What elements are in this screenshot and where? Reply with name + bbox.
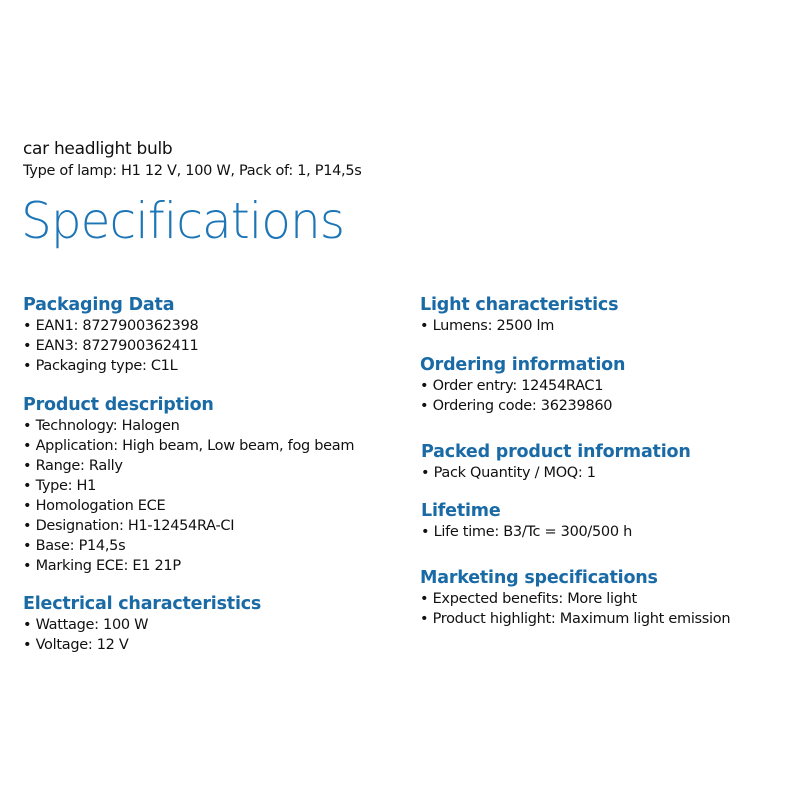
section-heading: Packaging Data bbox=[23, 295, 175, 315]
list-item: • Marking ECE: E1 21P bbox=[23, 556, 354, 576]
section-marketing-specifications bbox=[420, 567, 730, 629]
list-item: • Wattage: 100 W bbox=[23, 615, 261, 635]
section-packaging-data bbox=[23, 294, 198, 376]
list-item: • Lumens: 2500 lm bbox=[420, 316, 618, 336]
list-item: • Technology: Halogen bbox=[23, 416, 354, 436]
page-title: Specifications bbox=[21, 192, 345, 250]
list-item: • Product highlight: Maximum light emission bbox=[420, 609, 730, 629]
list-item: • EAN1: 8727900362398 bbox=[23, 316, 198, 336]
section-lifetime bbox=[421, 500, 632, 542]
section-ordering-information bbox=[420, 354, 625, 416]
section-product-description bbox=[23, 394, 354, 576]
section-heading: Marketing specifications bbox=[420, 568, 658, 588]
section-heading: Packed product information bbox=[421, 442, 691, 462]
section-heading: Electrical characteristics bbox=[23, 594, 262, 614]
list-item: • Expected benefits: More light bbox=[420, 589, 730, 609]
list-item: • Homologation ECE bbox=[23, 496, 354, 516]
list-item: • Voltage: 12 V bbox=[23, 635, 261, 655]
list-item: • Packaging type: C1L bbox=[23, 356, 198, 376]
section-heading: Ordering information bbox=[420, 355, 626, 375]
list-item: • Type: H1 bbox=[23, 476, 354, 496]
section-packed-product-information bbox=[421, 441, 691, 483]
list-item: • Application: High beam, Low beam, fog beam bbox=[23, 436, 354, 456]
list-item: • Life time: B3/Tc = 300/500 h bbox=[421, 522, 632, 542]
section-heading: Lifetime bbox=[421, 501, 501, 521]
list-item: • Order entry: 12454RAC1 bbox=[420, 376, 625, 396]
list-item: • EAN3: 8727900362411 bbox=[23, 336, 198, 356]
section-light-characteristics bbox=[420, 294, 618, 336]
section-electrical-characteristics bbox=[23, 593, 261, 655]
lamp-type: Type of lamp: H1 12 V, 100 W, Pack of: 1, P14,5s bbox=[23, 163, 362, 179]
list-item: • Pack Quantity / MOQ: 1 bbox=[421, 463, 691, 483]
list-item: • Ordering code: 36239860 bbox=[420, 396, 625, 416]
section-heading: Light characteristics bbox=[420, 295, 619, 315]
list-item: • Range: Rally bbox=[23, 456, 354, 476]
list-item: • Base: P14,5s bbox=[23, 536, 354, 556]
section-heading: Product description bbox=[23, 395, 214, 415]
product-name: car headlight bulb bbox=[23, 139, 173, 159]
list-item: • Designation: H1-12454RA-CI bbox=[23, 516, 354, 536]
